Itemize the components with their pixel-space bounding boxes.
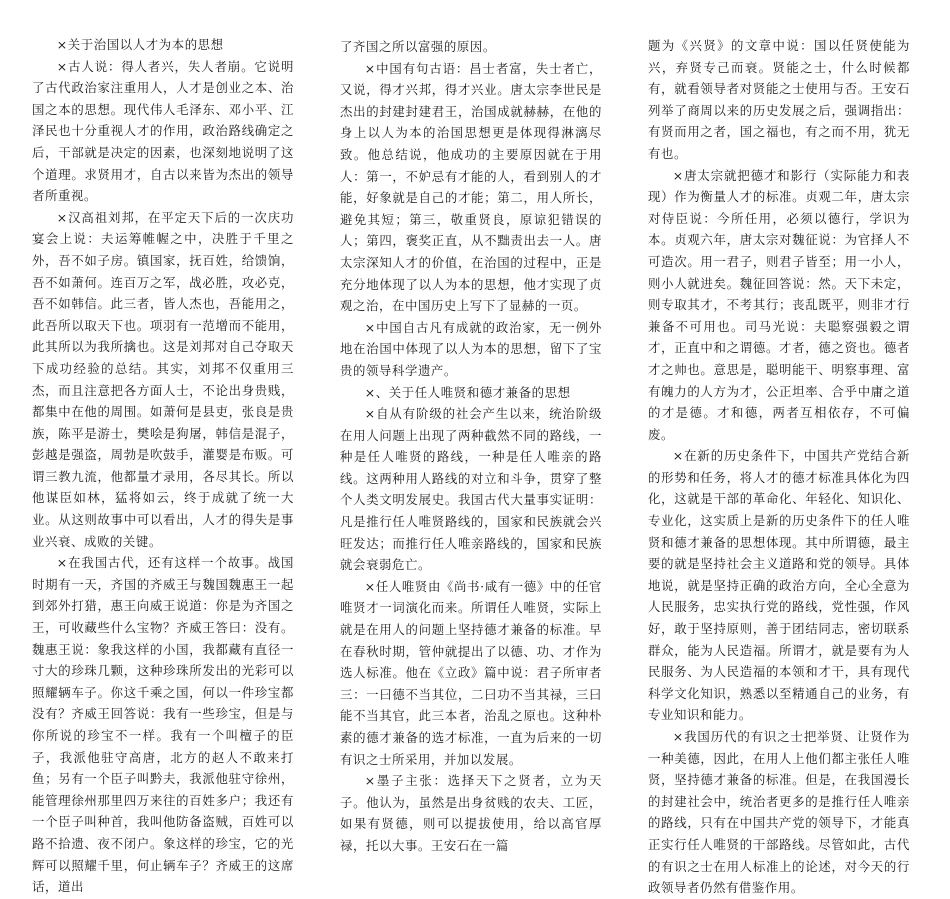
paragraph: ×中国有句古语：昌士者富，失士者亡，又说，得才兴邦，得才兴业。唐太宗李世民是杰出的封建封建君王，治国成就赫赫，在他的身上以人为本的治国思想更是体现得淋漓尽致。他总结说，他成功的主要原因就在于用人：第一，不妒忌有才能的人，看到别人的才能，好象就是自己的才能；第二，用人所长，避免其短；第三，敬重贤良，原谅犯错误的人；第四，褒奖正直，从不黜责出去一人。唐太宗深知人才的价值，在治国的过程中，正是充分地体现了以人为本的思想，他才实现了贞观之治，在中国历史上写下了显赫的一页。: [340, 60, 602, 314]
section-heading: ×、关于任人唯贤和德才兼备的思想: [364, 384, 571, 400]
paragraph: ×古人说：得人者兴，失人者崩。它说明了古代政治家注重用人，人才是创业之本、治国之本的思想。现代伟人毛泽东、邓小平、江泽民也十分重视人才的作用，政治路线确定之后，干部就是决定的因素，也深刻地说明了这个道理。求贤用才，自古以来皆为杰出的领导者所重视。: [32, 58, 294, 204]
paragraph: ×任人唯贤由《尚书·咸有一德》中的任官唯贤才一词演化而来。所谓任人唯贤，实际上就是在用人的问题上坚持德才兼备的标准。早在春秋时期，管仲就提出了以德、功、才作为选人标准。他在《立政》篇中说：君子所审者三：一曰德不当其位，二曰功不当其禄，三曰能不当其官，此三本者，治乱之原也。这种朴素的德才兼备的选才标准，一直为后来的一切有识之士所采用，并加以发展。: [340, 578, 602, 767]
paragraph: ×在我国古代，还有这样一个故事。战国时期有一天，齐国的齐威王与魏国魏惠王一起到郊外打猎，惠王向威王说道：你是为齐国之王，可收藏些什么宝物？齐威王答曰：没有。魏惠王说：象我这样的小国，我都藏有直径一寸大的珍珠几颗，这种珍珠所发出的光彩可以照耀辆车子。你这千乘之国，何以一件珍宝都没有？齐威王回答说：我有一些珍宝，但是与你所说的珍宝不一样。我有一个叫檀子的臣子，我派他驻守高唐，北方的赵人不敢来打鱼；另有一个臣子叫黔夫，我派他驻守徐州，能管理徐州那里四万来往的百姓多户；我还有一个臣子叫种首，我叫他防备盗贼，百姓可以路不拾遗、夜不闭户。象这样的珍宝，它的光辉可以照耀千里，何止辆车子？齐威王的这席话，道出: [32, 555, 294, 895]
text-column-3: [648, 35, 910, 899]
paragraph: ×墨子主张：选择天下之贤者，立为天子。他认为，虽然是出身贫贱的农夫、工匠，如果有贤德，则可以提拔使用，给以高官厚禄，托以大事。王安石在一篇: [340, 773, 602, 853]
paragraph: ×我国历代的有识之士把举贤、让贤作为一种美德，因此，在用人上他们都主张任人唯贤，坚持德才兼备的标准。但是，在我国漫长的封建社会中，统治者更多的是推行任人唯亲的路线，只有在中国共产党的领导下，才能真正实行任人唯贤的干部路线。尽管如此，古代的有识之士在用人标准上的论述，对今天的行政领导者仍然有借鉴作用。: [648, 729, 910, 896]
paragraph: ×自从有阶级的社会产生以来，统治阶级在用人问题上出现了两种截然不同的路线，一种是任人唯贤的路线，一种是任人唯亲的路线。这两种用人路线的对立和斗争，贯穿了整个人类文明发展史。我国古代大量事实证明：凡是推行任人唯贤路线的，国家和民族就会兴旺发达；而推行任人唯亲路线的，国家和民族就会衰弱危亡。: [340, 406, 602, 573]
paragraph: ×唐太宗就把德才和影行（实际能力和表现）作为衡量人才的标准。贞观二年，唐太宗对侍臣说：今所任用，必须以德行，学识为本。贞观六年，唐太宗对魏征说：为官择人不可造次。用一君子，则君子皆至；用一小人，则小人就进矣。魏征回答说：然。天下未定，则专取其才，不考其行；丧乱既平，则非才行兼备不可用也。司马光说：夫聪察强毅之谓才，正直中和之谓德。才者，德之资也。德者才之帅也。意思是，聪明能干、明察事理、富有魄力的人方为才，公正坦率、合乎中庸之道的才是德。才和德，两者互相依存，不可偏废。: [648, 167, 910, 442]
text-column-1: [32, 34, 294, 898]
paragraph-continued: 题为《兴贤》的文章中说：国以任贤使能为兴，弃贤专己而衰。贤能之士，什么时候都有，就看领导者对贤能之士使用与否。王安石列举了商周以来的历史发展之后，强调指出：有贤而用之者，国之福也，有之而不用，犹无有也。: [648, 38, 910, 161]
paragraph: ×中国自古凡有成就的政治家，无一例外地在治国中体现了以人为本的思想，留下了宝贵的领导科学遗产。: [340, 319, 602, 378]
paragraph: ×在新的历史条件下，中国共产党结合新的形势和任务，将人才的德才标准具体化为四化，这就是干部的革命化、年轻化、知识化、专业化，这实质上是新的历史条件下的任人唯贤和德才兼备的思想体现。其中所谓德，最主要的就是坚持社会主义道路和党的领导。具体地说，就是坚持正确的政治方向，全心全意为人民服务，忠实执行党的路线，党性强，作风好，敢于坚持原则，善于团结同志，密切联系群众，能为人民造福。所谓才，就是要有为人民服务、为人民造福的本领和才干，具有现代科学文化知识，熟悉以至精通自己的业务，有专业知识和能力。: [648, 448, 910, 723]
paragraph-continued: 了齐国之所以富强的原因。: [340, 39, 496, 54]
text-column-2: [340, 36, 602, 857]
paragraph: ×汉高祖刘邦，在平定天下后的一次庆功宴会上说：夫运筹帷幄之中，决胜于千里之外，吾不如子房。镇国家，抚百姓，给馈饷，吾不如萧何。连百万之军，战必胜，攻必克，吾不如韩信。此三者，皆人杰也，吾能用之，此吾所以取天下也。项羽有一范增而不能用，此其所以为我所擒也。这是刘邦对自己夺取天下成功经验的总结。其实，刘邦不仅重用三杰，而且注意把各方面人士，不论出身贵贱，都集中在他的周围。如萧何是县吏，张良是贵族，陈平是游士，樊哙是狗屠，韩信是混子，彭越是强盗，周勃是吹鼓手，灌婴是布贩。可谓三教九流，他都量才录用，各尽其长。所以他谋臣如林，猛将如云，终于成就了统一大业。从这则故事中可以看出，人才的得失是事业兴衰、成败的关键。: [32, 209, 294, 549]
paragraph: ×关于治国以人才为本的思想: [56, 37, 224, 52]
